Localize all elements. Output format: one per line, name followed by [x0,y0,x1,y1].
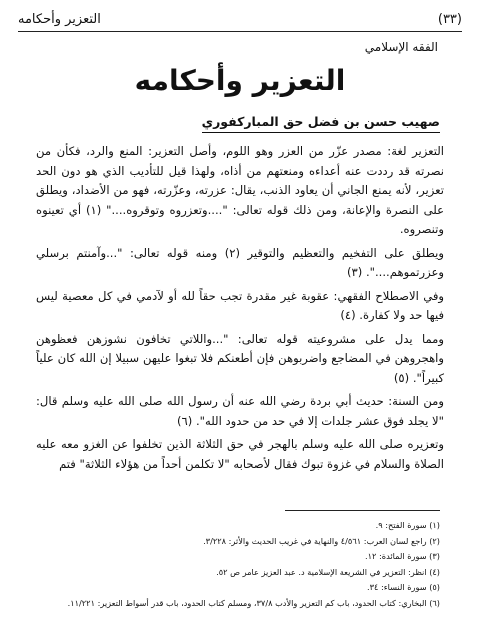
body-paragraph: التعزير لغة: مصدر عزّر من العزر وهو اللوم، وأصل التعزير: المنع والرد، فكأن من نصرته قد رددت عنه أعداءه ومنعتهم من أذاه، ولهذا قيل للتأديب الذي هو دون الحد تعزير، لأنه يمنع الجاني أن يعاود الذنب، يقال: عزرته، وعزّرته، فهو من الأضداد، ويطلق على النصرة والإعانة، ومن ذلك قوله تعالى: "....وتعزروه وتوقروه...." (١) أي تعينوه وتنصروه. [36,144,444,236]
article-title: التعزير وأحكامه [134,64,346,97]
footnote: (٤) انظر: التعزير في الشريعة الإسلامية د. عبد العزيز عامر ص ٥٢. [216,566,440,577]
footnote: (٦) البخاري: كتاب الحدود، باب كم التعزير والأدب ٣٧/٨، ومسلم كتاب الحدود، باب قدر أسواط التعزير: ١١/٢٢١. [67,597,440,608]
footnotes [36,518,440,611]
footnote: (٢) راجع لسان العرب: ٤/٥٦١ والنهاية في غريب الحديث والأثر: ٣/٢٢٨. [203,535,440,546]
footnote: (٣) سورة المائدة: ١٢. [365,551,440,561]
page-number: (٣٣) [437,11,462,27]
body-paragraph: ومن السنة: حديث أبي بردة رضي الله عنه أن رسول الله صلى الله عليه وسلم قال: "لا يجلد فوق عشر جلدات إلا في حد من حدود الله". (٦) [36,394,444,428]
body-paragraph: ومما يدل على مشروعيته قوله تعالى: "...واللاتي تخافون نشوزهن فعظوهن واهجروهن في المضاجع واضربوهن فإن أطعنكم فلا تبغوا عليهن سبيلا إن الله كان علياً كبيراً". (٥) [36,331,444,385]
section-label: الفقه الإسلامي [364,40,438,54]
footnote: (٥) سورة النساء: ٣٤. [367,582,440,592]
article-body [36,142,444,478]
footnote: (١) سورة الفتح: ٩. [375,520,440,530]
author-name: صهيب حسن بن فضل حق المباركفوري [202,114,440,133]
body-paragraph: وتعزيره صلى الله عليه وسلم بالهجر في حق الثلاثة الذين تخلفوا عن الغزو معه عليه الصلاة والسلام في غزوة تبوك فقال لأصحابه "لا تكلمن أحداً من هؤلاء الثلاثة" فتم [36,437,444,471]
footnote-divider [285,510,440,511]
page-header [18,8,462,30]
body-paragraph: ويطلق على التفخيم والتعظيم والتوقير (٢) ومنه قوله تعالى: "...وآمنتم برسلي وعزرتموهم....". (٣) [36,245,444,279]
header-divider [18,31,462,32]
running-title: التعزير وأحكامه [18,11,101,27]
body-paragraph: وفي الاصطلاح الفقهي: عقوبة غير مقدرة تجب حقاً لله أو لآدمي في كل معصية ليس فيها حد ولا كفارة. (٤) [36,288,444,322]
